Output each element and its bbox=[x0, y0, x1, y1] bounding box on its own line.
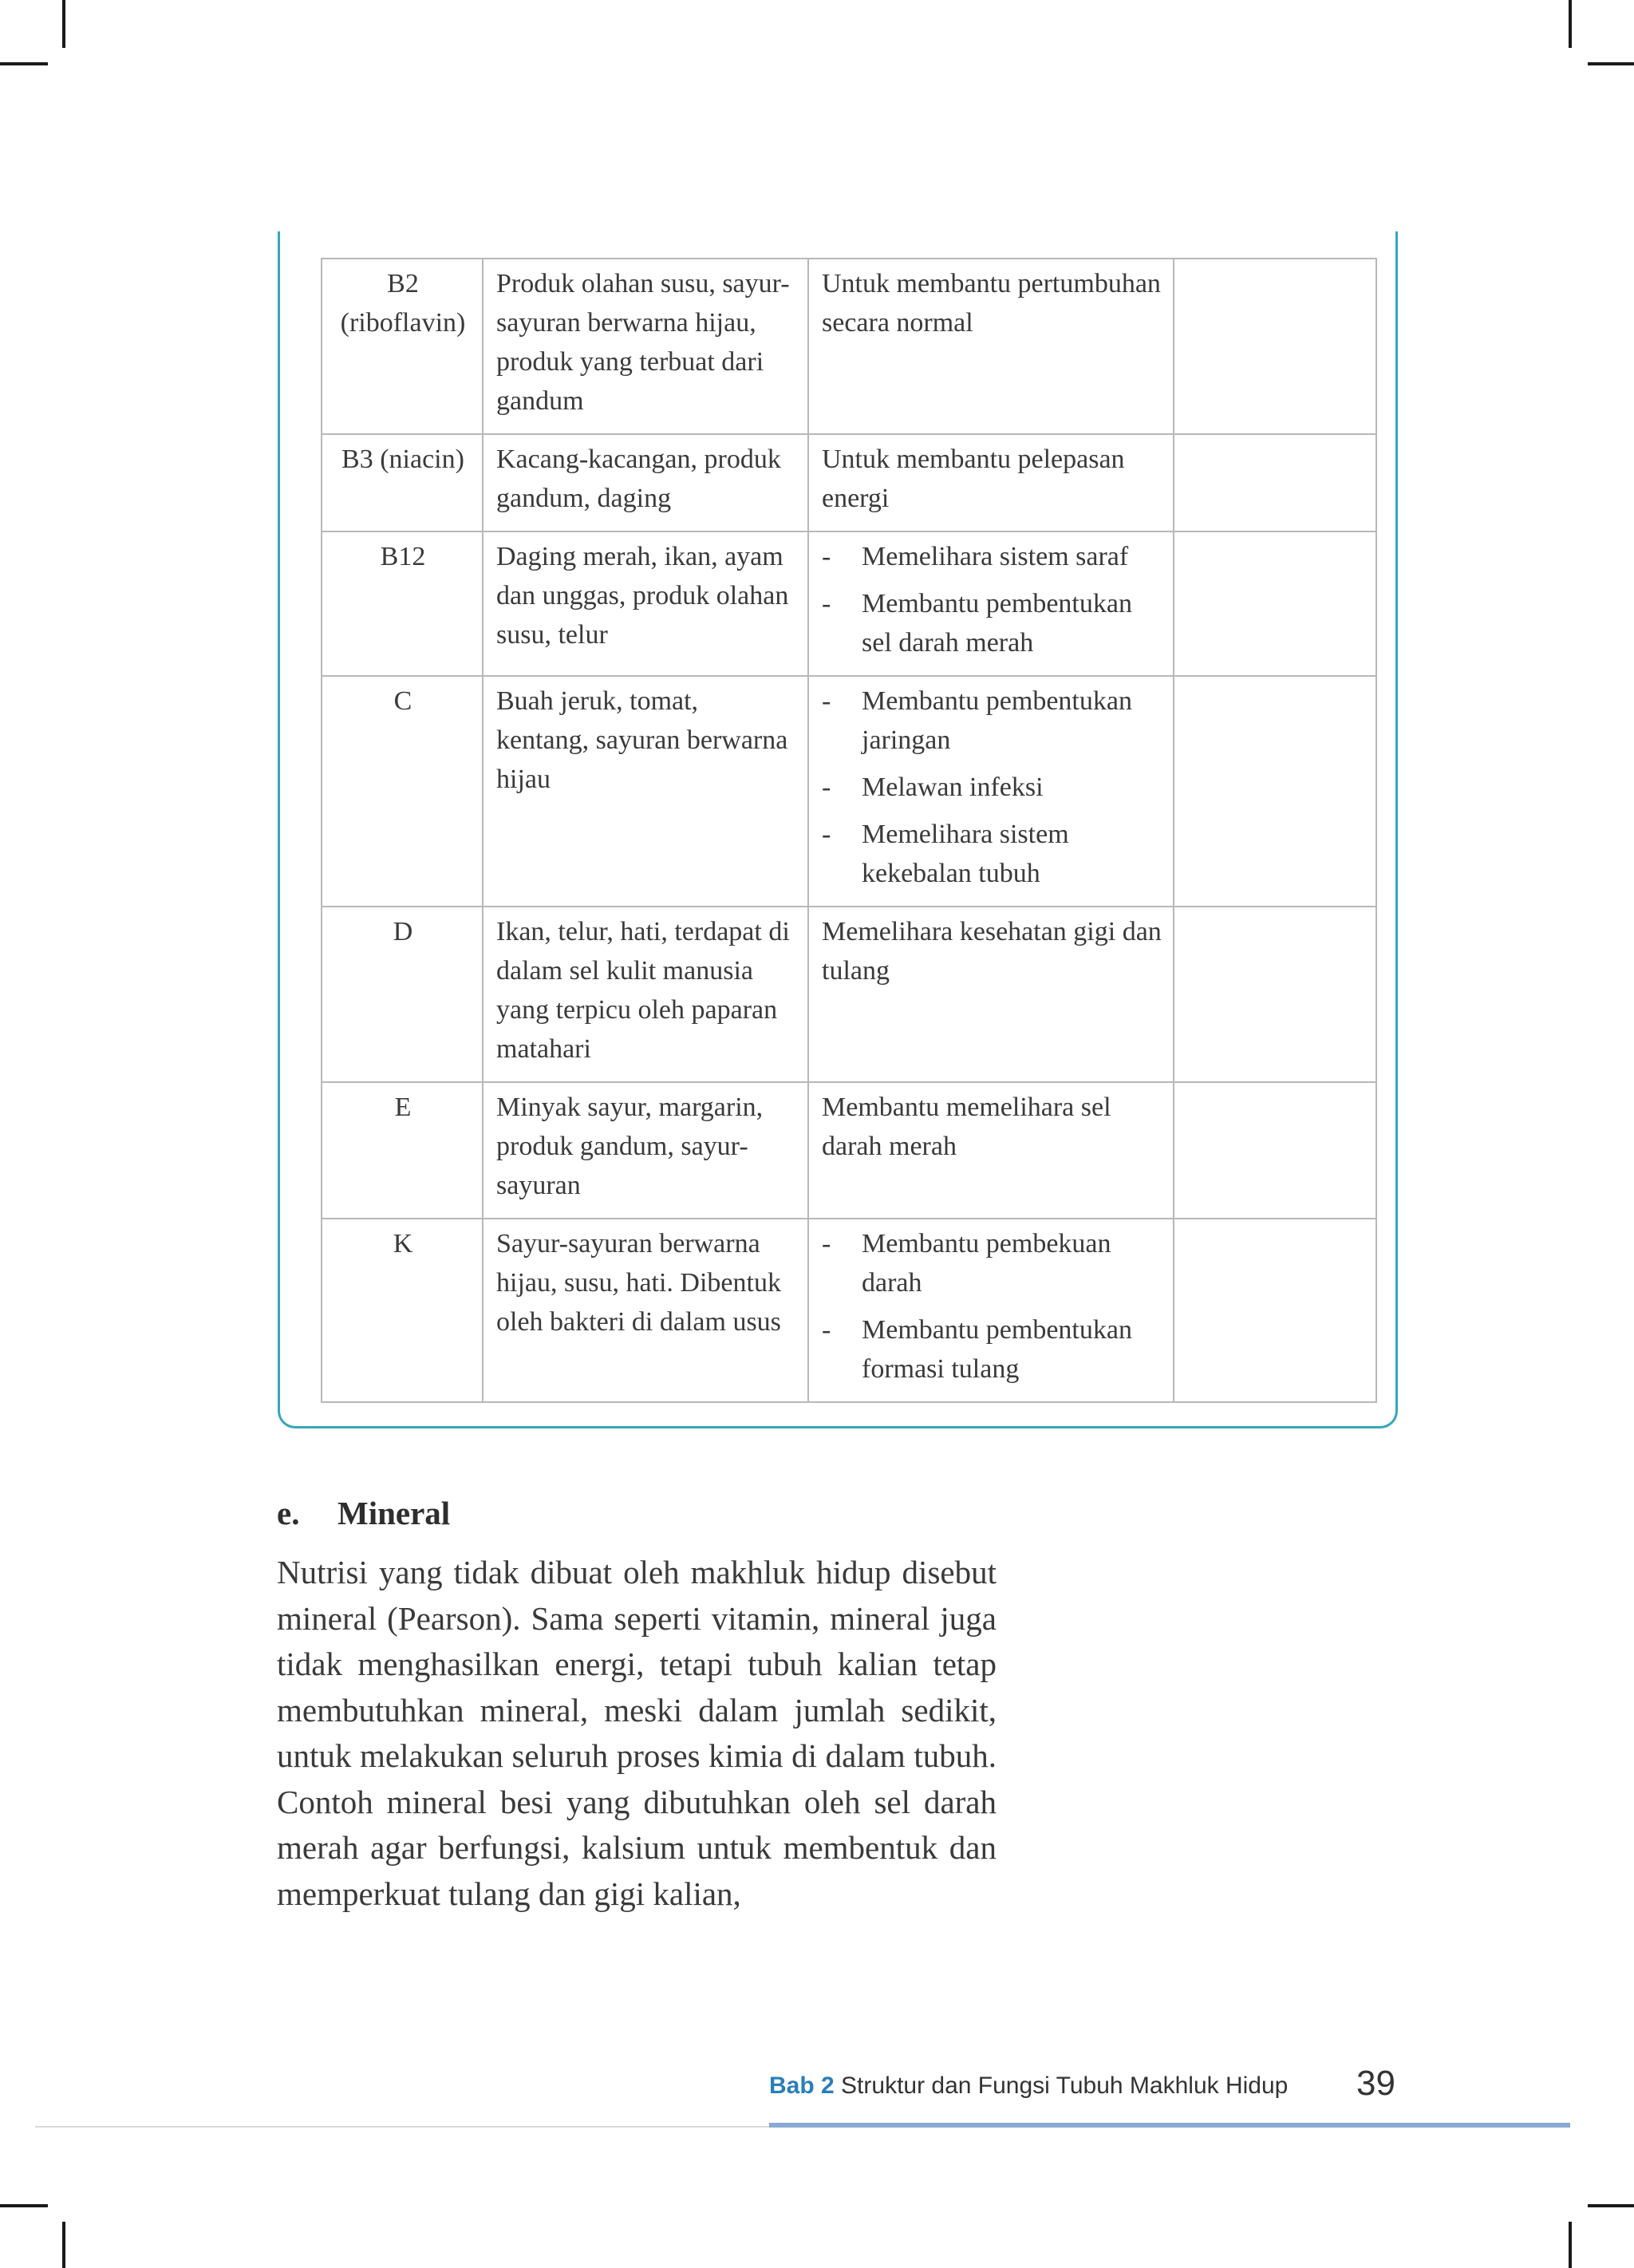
empty-cell bbox=[1174, 434, 1376, 531]
food-source-cell: Sayur-sayuran berwarna hijau, susu, hati. Dibentuk oleh bakteri di dalam usus bbox=[483, 1219, 808, 1402]
function-text: Membantu pembentukan sel darah merah bbox=[862, 589, 1132, 658]
function-cell bbox=[808, 434, 1174, 531]
function-item bbox=[822, 815, 1162, 893]
empty-cell bbox=[1174, 259, 1376, 434]
function-item bbox=[822, 1310, 1162, 1389]
page-number: 39 bbox=[1356, 2064, 1395, 2103]
vitamin-name: E bbox=[394, 1093, 412, 1122]
chapter-title: Struktur dan Fungsi Tubuh Makhluk Hidup bbox=[841, 2072, 1289, 2099]
chapter-label: Bab 2 bbox=[769, 2072, 835, 2099]
table-row bbox=[322, 259, 1376, 434]
vitamin-name: B12 bbox=[380, 542, 426, 571]
table-row bbox=[322, 434, 1376, 531]
function-text: Membantu pembentukan jaringan bbox=[862, 686, 1132, 755]
function-text: Membantu pembentukan formasi tulang bbox=[862, 1315, 1132, 1384]
crop-mark-br-h bbox=[1588, 2204, 1634, 2207]
table-row bbox=[322, 907, 1376, 1082]
function-text: Melawan infeksi bbox=[862, 772, 1044, 802]
vitamin-name: K bbox=[393, 1229, 413, 1258]
vitamin-name-cell bbox=[322, 1219, 483, 1402]
vitamin-name: (riboflavin) bbox=[340, 308, 466, 338]
crop-mark-tr-v bbox=[1569, 0, 1572, 48]
function-item bbox=[822, 768, 1162, 807]
function-text: Untuk membantu pelepasan energi bbox=[822, 445, 1125, 513]
bullet-dash: - bbox=[822, 772, 831, 802]
crop-mark-bl-h bbox=[0, 2204, 48, 2207]
crop-mark-br-v bbox=[1569, 2222, 1572, 2268]
vitamin-name: D bbox=[393, 917, 413, 946]
empty-cell bbox=[1174, 676, 1376, 907]
table-row bbox=[322, 1219, 1376, 1402]
vitamin-name: B2 bbox=[387, 269, 419, 298]
function-cell bbox=[808, 907, 1174, 1082]
empty-cell bbox=[1174, 907, 1376, 1082]
function-text: Membantu pembekuan darah bbox=[862, 1229, 1111, 1298]
vitamin-name: C bbox=[393, 686, 412, 716]
empty-cell bbox=[1174, 531, 1376, 676]
crop-mark-tl-v bbox=[62, 0, 65, 48]
crop-mark-bl-v bbox=[62, 2222, 65, 2268]
vitamin-table-body bbox=[322, 259, 1376, 1402]
bullet-dash: - bbox=[822, 589, 831, 618]
function-item bbox=[822, 584, 1162, 662]
table-row bbox=[322, 676, 1376, 907]
table-row bbox=[322, 531, 1376, 676]
vitamin-name-cell bbox=[322, 907, 483, 1082]
vitamin-name-cell bbox=[322, 1082, 483, 1219]
food-source-cell: Ikan, telur, hati, terdapat di dalam sel kulit manusia yang terpicu oleh paparan matahari bbox=[483, 907, 808, 1082]
vitamin-table bbox=[321, 258, 1377, 1403]
food-source-cell: Buah jeruk, tomat, kentang, sayuran berwarna hijau bbox=[483, 676, 808, 907]
bullet-dash: - bbox=[822, 1315, 831, 1345]
function-text: Memelihara kesehatan gigi dan tulang bbox=[822, 917, 1162, 986]
function-item bbox=[822, 682, 1162, 760]
vitamin-name-cell bbox=[322, 259, 483, 434]
bullet-dash: - bbox=[822, 1229, 831, 1258]
function-cell bbox=[808, 531, 1174, 676]
function-item bbox=[822, 537, 1162, 576]
vitamin-name-cell bbox=[322, 434, 483, 531]
function-text: Memelihara sistem saraf bbox=[862, 542, 1129, 571]
function-text: Membantu memelihara sel darah merah bbox=[822, 1093, 1111, 1161]
section-title: Mineral bbox=[337, 1495, 451, 1531]
function-cell bbox=[808, 1082, 1174, 1219]
function-item bbox=[822, 1224, 1162, 1302]
bullet-dash: - bbox=[822, 820, 831, 849]
bullet-dash: - bbox=[822, 542, 831, 571]
function-cell bbox=[808, 676, 1174, 907]
footer-accent-rule bbox=[769, 2123, 1570, 2128]
bullet-dash: - bbox=[822, 686, 831, 716]
table-row bbox=[322, 1082, 1376, 1219]
food-source-cell: Minyak sayur, margarin, produk gandum, sayur-sayuran bbox=[483, 1082, 808, 1219]
section-letter: e. bbox=[277, 1495, 300, 1531]
crop-mark-tl-h bbox=[0, 62, 48, 65]
function-cell bbox=[808, 1219, 1174, 1402]
function-text: Untuk membantu pertumbuhan secara normal bbox=[822, 269, 1161, 338]
food-source-cell: Produk olahan susu, sayur-sayuran berwarna hijau, produk yang terbuat dari gandum bbox=[483, 259, 808, 434]
empty-cell bbox=[1174, 1219, 1376, 1402]
section-heading bbox=[277, 1494, 450, 1532]
function-cell bbox=[808, 259, 1174, 434]
mineral-paragraph: Nutrisi yang tidak dibuat oleh makhluk hidup disebut mineral (Pearson). Sama seperti vitamin, mineral juga tidak menghasilkan energi, tetapi tubuh kalian tetap membutuhkan mineral, meski dalam jumlah sedikit, untuk melakukan seluruh proses kimia di dalam tubuh. Contoh mineral besi yang dibutuhkan oleh sel darah merah agar berfungsi, kalsium untuk membentuk dan memperkuat tulang dan gigi kalian, bbox=[277, 1554, 997, 1912]
empty-cell bbox=[1174, 1082, 1376, 1219]
vitamin-name-cell bbox=[322, 676, 483, 907]
vitamin-name: B3 (niacin) bbox=[341, 445, 464, 474]
crop-mark-tr-h bbox=[1588, 62, 1634, 65]
food-source-cell: Daging merah, ikan, ayam dan unggas, produk olahan susu, telur bbox=[483, 531, 808, 676]
function-text: Memelihara sistem kekebalan tubuh bbox=[862, 820, 1069, 888]
vitamin-name-cell bbox=[322, 531, 483, 676]
running-footer bbox=[769, 2072, 1288, 2100]
food-source-cell: Kacang-kacangan, produk gandum, daging bbox=[483, 434, 808, 531]
